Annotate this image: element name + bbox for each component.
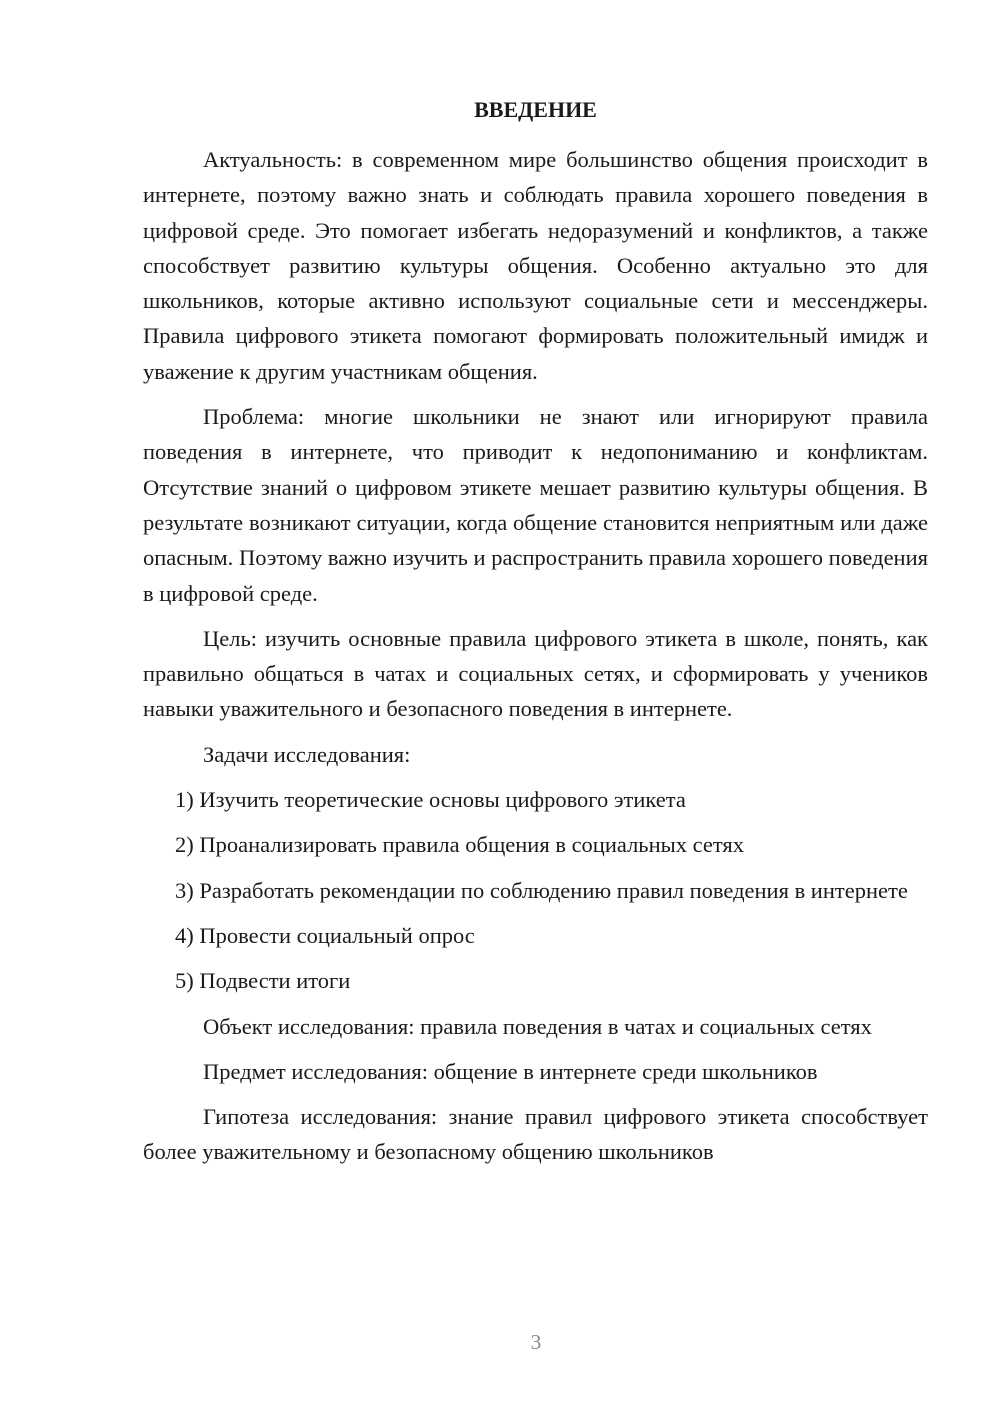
object-paragraph: Объект исследования: правила поведения в чатах и социальных сетях [203, 1013, 872, 1039]
hypothesis-paragraph: Гипотеза исследования: знание правил цифрового этикета способствует более уважительному и безопасному общению школьников [143, 1104, 928, 1165]
document-page [143, 92, 928, 1170]
subject-paragraph: Предмет исследования: общение в интернете среди школьников [203, 1058, 818, 1084]
task-item: 1) Изучить теоретические основы цифрового этикета [175, 787, 686, 813]
task-item: 2) Проанализировать правила общения в социальных сетях [175, 832, 744, 858]
task-item: 3) Разработать рекомендации по соблюдению правил поведения в интернете [175, 877, 908, 903]
problem-paragraph: Проблема: многие школьники не знают или игнорируют правила поведения в интернете, что приводит к недопониманию и конфликтам. Отсутствие знаний о цифровом этикете мешает развитию культуры общения. В результате возникают ситуации, когда общение становится неприятным или даже опасным. Поэтому важно изучить и распространить правила хорошего поведения в цифровой среде. [143, 404, 928, 606]
goal-paragraph: Цель: изучить основные правила цифрового этикета в школе, понять, как правильно общаться в чатах и социальных сетях, и сформировать у учеников навыки уважительного и безопасного поведения в интернете. [143, 625, 928, 722]
page-number: 3 [530, 1330, 542, 1354]
relevance-paragraph: Актуальность: в современном мире большинство общения происходит в интернете, поэтому важно знать и соблюдать правила хорошего поведения в цифровой среде. Это помогает избегать недоразумений и конфликтов, а также способствует развитию культуры общения. Особенно актуально это для школьников, которые активно используют социальные сети и мессенджеры. Правила цифрового этикета помогают формировать положительный имидж и уважение к другим участникам общения. [143, 147, 928, 384]
tasks-heading: Задачи исследования: [203, 741, 411, 767]
task-item: 4) Провести социальный опрос [175, 922, 475, 948]
section-heading: ВВЕДЕНИЕ [474, 97, 597, 122]
task-item: 5) Подвести итоги [175, 968, 351, 994]
